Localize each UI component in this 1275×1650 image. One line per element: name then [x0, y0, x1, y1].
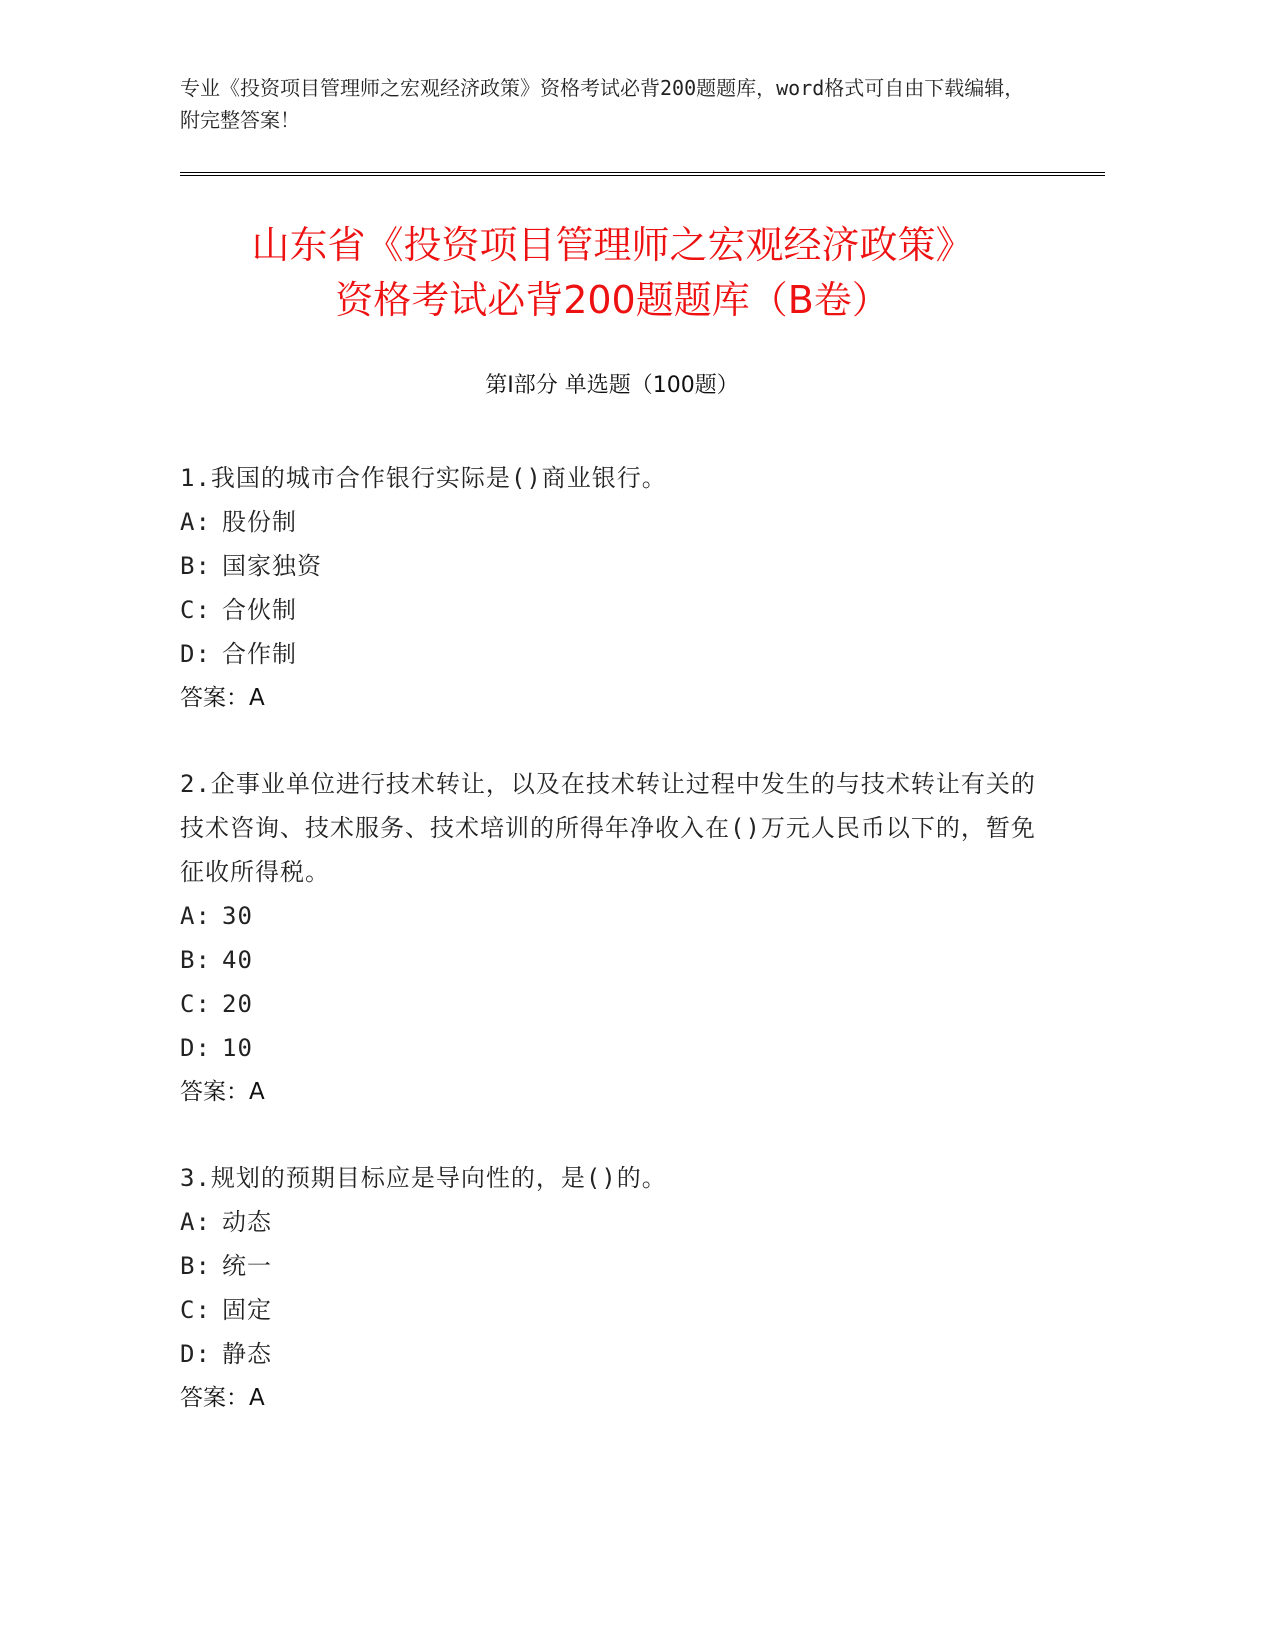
option-a: [180, 1200, 1040, 1244]
option-c: [180, 982, 1040, 1026]
option-letter: D:: [180, 1340, 211, 1368]
option-letter: C:: [180, 990, 211, 1018]
document-title: [150, 218, 1075, 328]
option-a: [180, 894, 1040, 938]
document-title-line-2: 资格考试必背200题题库（B卷）: [335, 278, 890, 322]
option-text: 动态: [222, 1208, 272, 1236]
option-text: 国家独资: [222, 552, 322, 580]
option-b: [180, 544, 1040, 588]
option-a: [180, 500, 1040, 544]
header-note: 专业《投资项目管理师之宏观经济政策》资格考试必背200题题库，word格式可自由下载编辑，附完整答案！: [180, 76, 1025, 132]
option-b: [180, 1244, 1040, 1288]
section-title: 第Ⅰ部分 单选题（100题）: [485, 373, 739, 398]
option-text: 合伙制: [222, 596, 297, 624]
option-text: 40: [222, 946, 253, 974]
question-list: [180, 456, 1040, 1462]
question-stem: 2.企事业单位进行技术转让，以及在技术转让过程中发生的与技术转让有关的技术咨询、技术服务、技术培训的所得年净收入在()万元人民币以下的，暂免征收所得税。: [180, 770, 1036, 886]
question-stem: 1.我国的城市合作银行实际是()商业银行。: [180, 464, 667, 492]
option-d: [180, 632, 1040, 676]
option-letter: A:: [180, 902, 211, 930]
option-c: [180, 588, 1040, 632]
question-3: [180, 1156, 1040, 1420]
option-text: 10: [222, 1034, 253, 1062]
option-b: [180, 938, 1040, 982]
option-letter: A:: [180, 1208, 211, 1236]
option-letter: B:: [180, 552, 211, 580]
option-text: 股份制: [222, 508, 297, 536]
header-divider: [180, 172, 1105, 176]
option-text: 20: [222, 990, 253, 1018]
option-c: [180, 1288, 1040, 1332]
question-2: [180, 762, 1040, 1114]
option-letter: A:: [180, 508, 211, 536]
option-letter: B:: [180, 1252, 211, 1280]
option-letter: B:: [180, 946, 211, 974]
option-text: 统一: [222, 1252, 272, 1280]
option-letter: D:: [180, 640, 211, 668]
option-text: 合作制: [222, 640, 297, 668]
option-d: [180, 1332, 1040, 1376]
option-letter: D:: [180, 1034, 211, 1062]
option-letter: C:: [180, 596, 211, 624]
option-text: 静态: [222, 1340, 272, 1368]
answer-line: 答案：A: [180, 685, 265, 711]
document-title-line-1: 山东省《投资项目管理师之宏观经济政策》: [251, 223, 974, 267]
option-text: 30: [222, 902, 253, 930]
answer-line: 答案：A: [180, 1385, 265, 1411]
question-1: [180, 456, 1040, 720]
option-letter: C:: [180, 1296, 211, 1324]
option-d: [180, 1026, 1040, 1070]
option-text: 固定: [222, 1296, 272, 1324]
answer-line: 答案：A: [180, 1079, 265, 1105]
question-stem: 3.规划的预期目标应是导向性的，是()的。: [180, 1164, 667, 1192]
